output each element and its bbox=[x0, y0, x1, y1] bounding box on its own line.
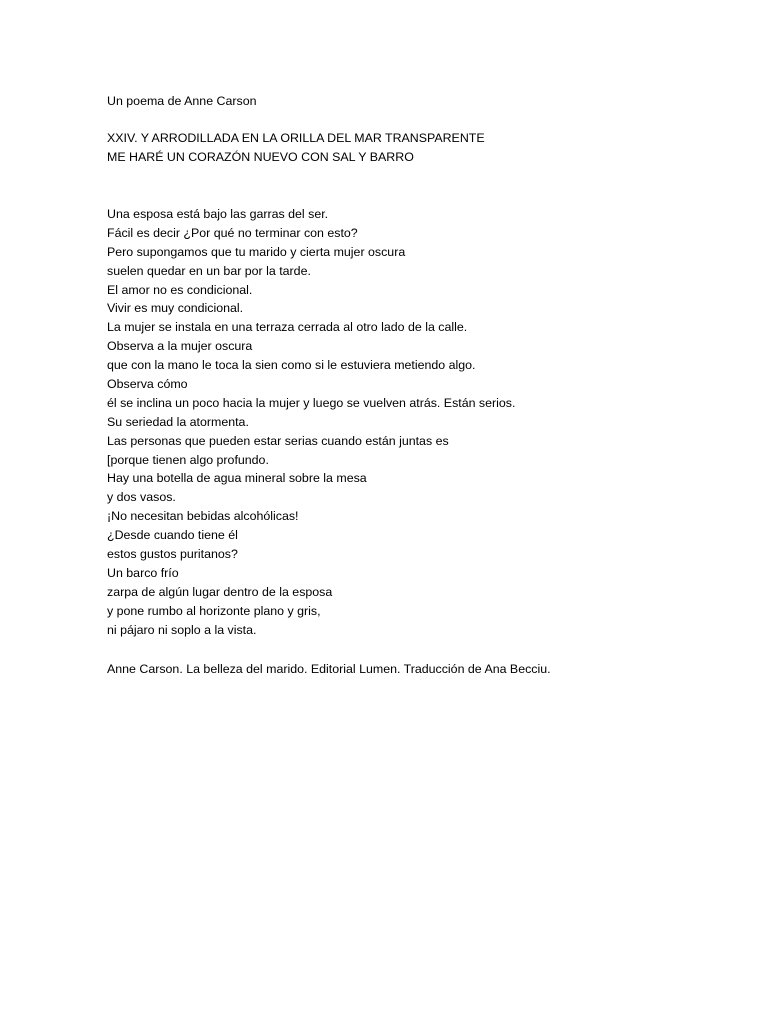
subtitle-line: XXIV. Y ARRODILLADA EN LA ORILLA DEL MAR TRANSPARENTE bbox=[107, 131, 485, 145]
poem-line: él se inclina un poco hacia la mujer y luego se vuelven atrás. Están serios. bbox=[107, 395, 516, 410]
poem-line: Su seriedad la atormenta. bbox=[107, 414, 249, 429]
poem-line: Vivir es muy condicional. bbox=[107, 301, 244, 316]
poem-subtitle bbox=[107, 129, 485, 167]
poem-line: suelen quedar en un bar por la tarde. bbox=[107, 263, 311, 278]
poem-line: ¡No necesitan bebidas alcohólicas! bbox=[107, 509, 299, 524]
poem-line: Hay una botella de agua mineral sobre la mesa bbox=[107, 471, 367, 486]
poem-line: ¿Desde cuando tiene él bbox=[107, 528, 238, 543]
poem-line: zarpa de algún lugar dentro de la esposa bbox=[107, 584, 333, 599]
poem-line: y pone rumbo al horizonte plano y gris, bbox=[107, 603, 321, 618]
poem-line: y dos vasos. bbox=[107, 490, 176, 505]
poem-line: ni pájaro ni soplo a la vista. bbox=[107, 622, 257, 637]
source-citation: Anne Carson. La belleza del marido. Editorial Lumen. Traducción de Ana Becciu. bbox=[107, 662, 551, 676]
poem-line: Observa cómo bbox=[107, 377, 188, 392]
poem-body bbox=[107, 205, 515, 639]
poem-line: El amor no es condicional. bbox=[107, 282, 253, 297]
poem-line: [porque tienen algo profundo. bbox=[107, 452, 269, 467]
poem-line: Las personas que pueden estar serias cuando están juntas es bbox=[107, 433, 449, 448]
poem-line: Fácil es decir ¿Por qué no terminar con esto? bbox=[107, 225, 358, 240]
poem-line: estos gustos puritanos? bbox=[107, 547, 238, 562]
poem-line: La mujer se instala en una terraza cerrada al otro lado de la calle. bbox=[107, 320, 468, 335]
document-heading: Un poema de Anne Carson bbox=[107, 94, 257, 108]
poem-line: Pero supongamos que tu marido y cierta mujer oscura bbox=[107, 244, 406, 259]
poem-line: Un barco frío bbox=[107, 565, 179, 580]
poem-line: que con la mano le toca la sien como si le estuviera metiendo algo. bbox=[107, 358, 476, 373]
poem-line: Una esposa está bajo las garras del ser. bbox=[107, 207, 329, 221]
poem-line: Observa a la mujer oscura bbox=[107, 339, 253, 354]
subtitle-line: ME HARÉ UN CORAZÓN NUEVO CON SAL Y BARRO bbox=[107, 149, 414, 164]
